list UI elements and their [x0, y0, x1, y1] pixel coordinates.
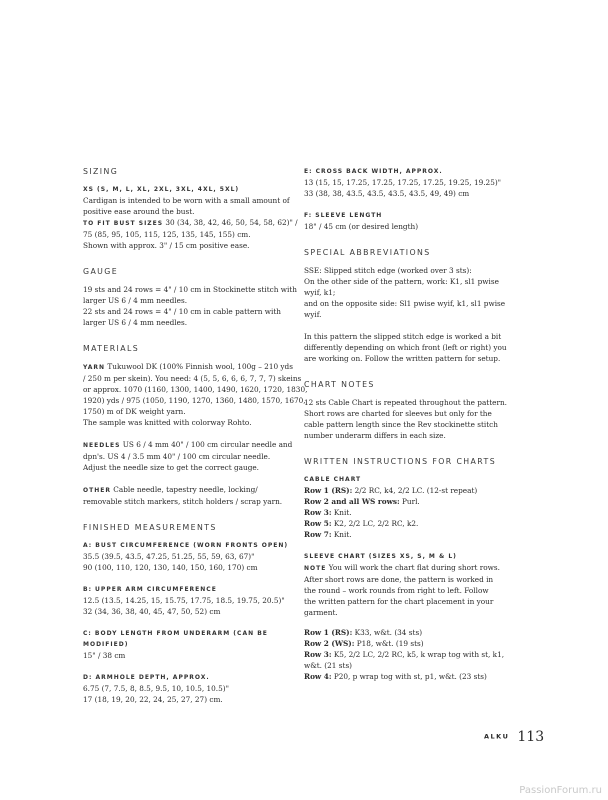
gauge-heading: GAUGE: [83, 267, 119, 276]
measurement-label: D: ARMHOLE DEPTH, APPROX.: [83, 674, 210, 681]
measurement-d: [83, 672, 308, 705]
chart-row: [304, 638, 534, 649]
right-column: [304, 166, 534, 693]
row-label: Row 2 and all WS rows:: [304, 497, 400, 506]
note-line: You will work the chart flat during short rows.: [326, 563, 500, 572]
needles-label: NEEDLES: [83, 442, 121, 449]
measurement-value: 35.5 (39.5, 43.5, 47.25, 51.25, 55, 59, 63, 67)": [83, 552, 255, 561]
needles-line: Adjust the needle size to get the correct gauge.: [83, 463, 260, 472]
footer-label: ALKU: [484, 732, 510, 741]
sleeve-chart-label: SLEEVE CHART (SIZES XS, S, M & L): [304, 553, 457, 560]
shown-ease: Shown with approx. 3" / 15 cm positive ease.: [83, 241, 250, 250]
chart-row: [304, 507, 534, 518]
row-label: Row 2 (WS):: [304, 639, 355, 648]
sizing-line: positive ease around the bust.: [83, 207, 195, 216]
measurement-b: [83, 584, 308, 617]
other-block: [83, 484, 308, 507]
chart-row: [304, 518, 534, 529]
chart-row: [304, 485, 534, 496]
row-text: P18, w&t. (19 sts): [354, 639, 424, 648]
measurement-label: B: UPPER ARM CIRCUMFERENCE: [83, 586, 217, 593]
chart-row: [304, 649, 534, 660]
measurement-label: MODIFIED): [83, 641, 129, 648]
note-line: the written pattern for the chart placement in your: [304, 597, 494, 606]
materials-heading: MATERIALS: [83, 344, 140, 353]
left-column: [83, 166, 308, 720]
measurement-value: 6.75 (7, 7.5, 8, 8.5, 9.5, 10, 10.5, 10.5)": [83, 684, 229, 693]
gauge-line: larger US 6 / 4 mm needles.: [83, 318, 188, 327]
note-line: garment.: [304, 608, 338, 617]
measurement-value: 17 (18, 19, 20, 22, 24, 25, 27, 27) cm.: [83, 695, 223, 704]
row-label: Row 5:: [304, 519, 332, 528]
finished-section: [83, 522, 308, 705]
sleeve-chart-block: [304, 551, 534, 682]
measurement-f: [304, 210, 534, 232]
abbrev-line: On the other side of the pattern, work: K1, sl1 pwise: [304, 277, 499, 286]
chart-note-line: number underarm differs in each size.: [304, 431, 446, 440]
gauge-line: 22 sts and 24 rows = 4" / 10 cm in cable pattern with: [83, 307, 281, 316]
row-text: K2, 2/2 LC, 2/2 RC, k2.: [331, 519, 419, 528]
measurement-value: 13 (15, 15, 17.25, 17.25, 17.25, 17.25, 19.25, 19.25)": [304, 178, 502, 187]
row-label: Row 1 (RS):: [304, 628, 353, 637]
row-label: Row 3:: [304, 508, 332, 517]
row-label: Row 3:: [304, 650, 332, 659]
written-instructions-heading: WRITTEN INSTRUCTIONS FOR CHARTS: [304, 457, 497, 466]
chart-note-line: Short rows are charted for sleeves but only for the: [304, 409, 492, 418]
row-text: K33, w&t. (34 sts): [352, 628, 423, 637]
yarn-line: / 250 m per skein). You need: 4 (5, 5, 6, 6, 6, 7, 7, 7) skeins: [83, 374, 302, 383]
bust-sizes-value: 30 (34, 38, 42, 46, 50, 54, 58, 62)" /: [163, 218, 298, 227]
sizes-label: XS (S, M, L, XL, 2XL, 3XL, 4XL, 5XL): [83, 186, 240, 193]
watermark: PassionForum.ru: [519, 785, 602, 796]
cable-chart-label: CABLE CHART: [304, 476, 362, 483]
measurement-value: 12.5 (13.5, 14.25, 15, 15.75, 17.75, 18.5, 19.75, 20.5)": [83, 596, 285, 605]
yarn-block: [83, 361, 308, 428]
chart-notes-heading: CHART NOTES: [304, 380, 375, 389]
note-line: After short rows are done, the pattern is worked in: [304, 575, 494, 584]
row-text: Purl.: [399, 497, 420, 506]
sizing-heading: SIZING: [83, 167, 119, 176]
written-instructions-section: [304, 456, 534, 682]
note-line: the round – work rounds from right to left. Follow: [304, 586, 489, 595]
chart-notes-section: [304, 379, 534, 441]
abbrev-line: are working on. Follow the written pattern for setup.: [304, 354, 501, 363]
yarn-line: The sample was knitted with colorway Rohto.: [83, 418, 252, 427]
other-label: OTHER: [83, 487, 111, 494]
row-label: Row 4:: [304, 672, 332, 681]
sizing-line: Cardigan is intended to be worn with a small amount of: [83, 196, 290, 205]
finished-heading: FINISHED MEASUREMENTS: [83, 523, 217, 532]
measurement-value: 18" / 45 cm (or desired length): [304, 222, 419, 231]
gauge-line: larger US 6 / 4 mm needles.: [83, 296, 188, 305]
yarn-line: 1750) m of DK weight yarn.: [83, 407, 186, 416]
measurement-c: [83, 628, 308, 661]
measurement-label: C: BODY LENGTH FROM UNDERARM (CAN BE: [83, 630, 268, 637]
measurement-label: F: SLEEVE LENGTH: [304, 212, 383, 219]
measurement-e: [304, 166, 534, 199]
abbrev-line: SSE: Slipped stitch edge (worked over 3 sts):: [304, 266, 472, 275]
chart-row: [304, 671, 534, 682]
abbrev-line: wyif.: [304, 310, 322, 319]
row-text: K5, 2/2 LC, 2/2 RC, k5, k wrap tog with st, k1,: [331, 650, 505, 659]
abbrev-line: wyif, k1;: [304, 288, 336, 297]
needles-line: dpn's. US 4 / 3.5 mm 40" / 100 cm circular needle.: [83, 452, 271, 461]
measurement-label: E: CROSS BACK WIDTH, APPROX.: [304, 168, 443, 175]
yarn-label: YARN: [83, 364, 106, 371]
chart-note-line: cable pattern length since the Rev stockinette stitch: [304, 420, 498, 429]
measurement-label: A: BUST CIRCUMFERENCE (WORN FRONTS OPEN): [83, 542, 289, 549]
abbrev-line: In this pattern the slipped stitch edge is worked a bit: [304, 332, 502, 341]
abbreviations-heading: SPECIAL ABBREVIATIONS: [304, 248, 431, 257]
measurement-value: 15" / 38 cm: [83, 651, 126, 660]
note-label: NOTE: [304, 565, 327, 572]
bust-sizes-cm: 75 (85, 95, 105, 115, 125, 135, 145, 155) cm.: [83, 230, 251, 239]
yarn-line: or approx. 1070 (1160, 1300, 1400, 1490, 1620, 1720, 1830,: [83, 385, 308, 394]
measurement-value: 90 (100, 110, 120, 130, 140, 150, 160, 170) cm: [83, 563, 258, 572]
row-text: Knit.: [331, 530, 352, 539]
needles-block: [83, 439, 308, 473]
abbreviations-section: [304, 247, 534, 364]
gauge-section: [83, 266, 308, 328]
row-text: 2/2 RC, k4, 2/2 LC. (12-st repeat): [352, 486, 478, 495]
row-label: Row 7:: [304, 530, 332, 539]
chart-note-line: 12 sts Cable Chart is repeated throughout the pattern.: [304, 398, 507, 407]
bust-sizes: [83, 217, 308, 229]
page-number: 113: [517, 728, 545, 745]
chart-row-continued: w&t. (21 sts): [304, 661, 353, 670]
cable-chart-block: [304, 474, 534, 540]
needles-line: US 6 / 4 mm 40" / 100 cm circular needle and: [120, 440, 293, 449]
row-text: Knit.: [331, 508, 352, 517]
bust-sizes-label: TO FIT BUST SIZES: [83, 220, 164, 227]
measurement-a: [83, 540, 308, 573]
other-line: removable stitch markers, stitch holders / scrap yarn.: [83, 497, 283, 506]
chart-row: [304, 627, 534, 638]
gauge-line: 19 sts and 24 rows = 4" / 10 cm in Stockinette stitch with: [83, 285, 297, 294]
row-label: Row 1 (RS):: [304, 486, 353, 495]
abbrev-line: differently depending on which front (left or right) you: [304, 343, 507, 352]
abbrev-line: and on the opposite side: Sl1 pwise wyif, k1, sl1 pwise: [304, 299, 506, 308]
materials-section: [83, 343, 308, 507]
yarn-line: 1920) yds / 975 (1050, 1190, 1270, 1360, 1480, 1570, 1670,: [83, 396, 306, 405]
chart-row: [304, 496, 534, 507]
sizing-section: [83, 166, 308, 251]
measurement-value: 32 (34, 36, 38, 40, 45, 47, 50, 52) cm: [83, 607, 221, 616]
chart-row: [304, 529, 534, 540]
abbreviation-note: [304, 331, 534, 364]
measurement-value: 33 (38, 38, 43.5, 43.5, 43.5, 43.5, 49, 49) cm: [304, 189, 470, 198]
yarn-line: Tukuwool DK (100% Finnish wool, 100g – 210 yds: [105, 362, 293, 371]
other-line: Cable needle, tapestry needle, locking/: [110, 485, 258, 494]
abbreviation-block: [304, 265, 534, 320]
row-text: P20, p wrap tog with st, p1, w&t. (23 sts): [331, 672, 487, 681]
page-footer: [484, 726, 544, 745]
